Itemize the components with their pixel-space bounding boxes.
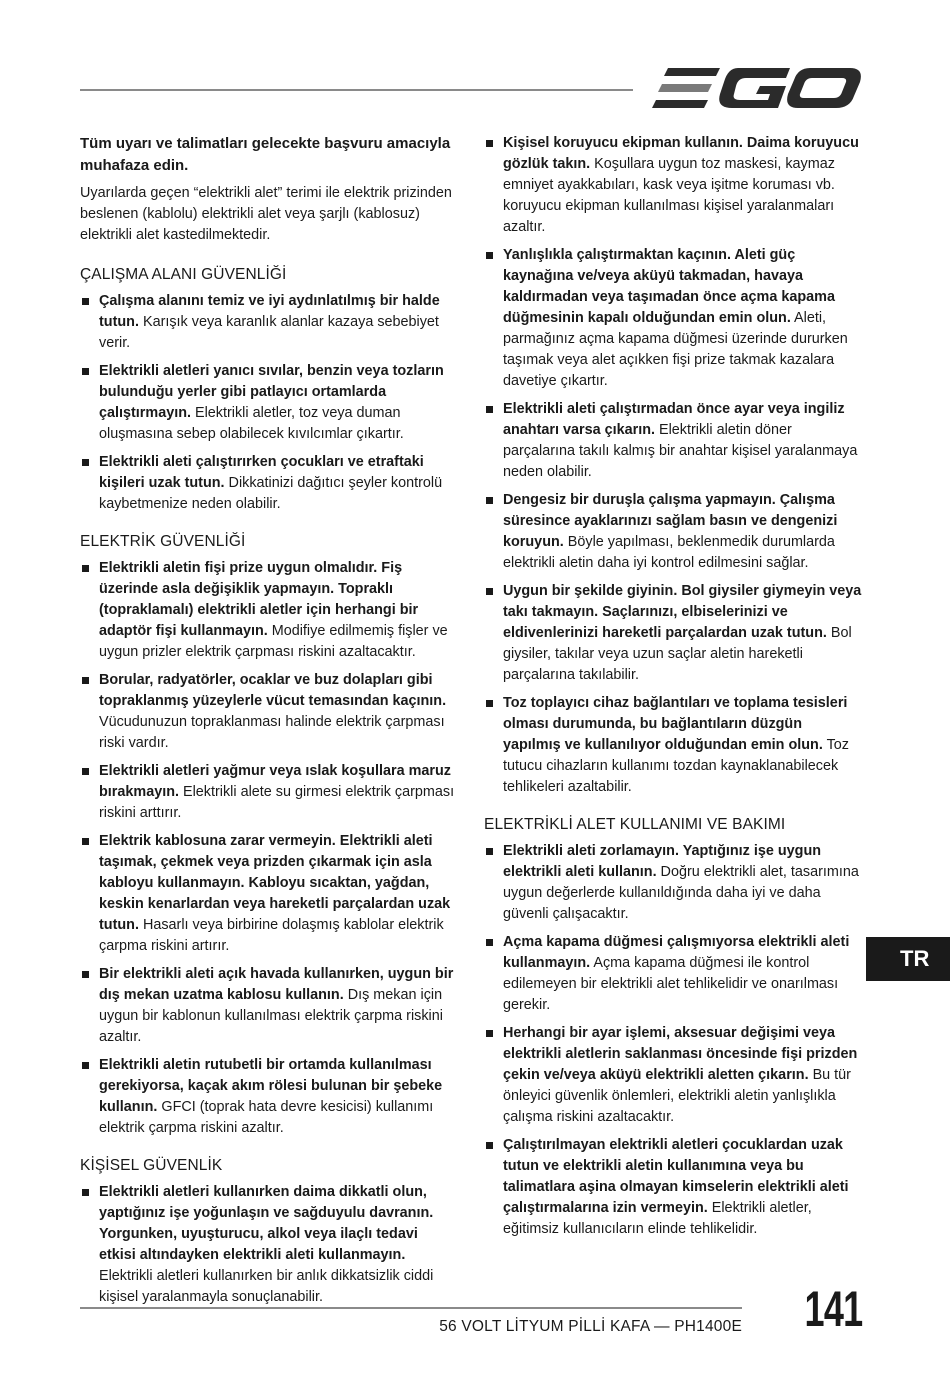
bullet-icon [486,848,493,855]
language-tab: TR [866,937,950,981]
bullet-icon [486,588,493,595]
list-item: Yanlışlıkla çalıştırmaktan kaçının. Aleti güç kaynağına ve/veya aküyü takmadan, havaya kaldırmadan veya taşımadan önce açma kapama düğmesinin kapalı olduğundan emin olun. Aleti, parmağınız açma kapama düğmesi üzerinde dururken taşımak veya alet açıkken fişi prize takmak kazalara davetiye çıkartır. [484,245,862,392]
bullet-icon [82,298,89,305]
list-item: Elektrikli aletleri yağmur veya ıslak koşullara maruz bırakmayın. Elektrikli alete su girmesi elektrik çarpması riskini arttırır. [80,761,458,824]
page-number: 141 [804,1281,862,1337]
list-item: Bir elektrikli aleti açık havada kullanırken, uygun bir dış mekan uzatma kablosu kullanın. Dış mekan için uygun bir kablonun kullanılması elektrik çarpma riskini azaltır. [80,964,458,1048]
list-item: Toz toplayıcı cihaz bağlantıları ve toplama tesisleri olması durumunda, bu bağlantıların düzgün yapılmış ve kullanılıyor olduğundan emin olun. Toz tutucu cihazların kullanımı tozdan kaynaklanabilecek tehlikeleri azaltabilir. [484,693,862,798]
ego-logo [650,64,862,114]
bullet-icon [82,838,89,845]
section-list-electrical [80,558,458,1139]
bullet-icon [82,1189,89,1196]
bullet-icon [82,459,89,466]
bullet-icon [486,497,493,504]
bullet-icon [486,700,493,707]
list-item: Uygun bir şekilde giyinin. Bol giysiler giymeyin veya takı takmayın. Saçlarınızı, elbiselerinizi ve eldivenlerinizi hareketli parçalardan uzak tutun. Bol giysiler, takılar veya uzun saçlar aletin hareketli parçalarına takılabilir. [484,581,862,686]
section-title-tool-use: ELEKTRİKLİ ALET KULLANIMI VE BAKIMI [484,816,786,833]
bullet-icon [82,768,89,775]
list-item: Elektrikli aletleri yanıcı sıvılar, benzin veya tozların bulunduğu yerler gibi patlayıcı ortamlarda çalıştırmayın. Elektrikli aletler, toz veya duman oluşmasına sebep olabilecek kıvılcımlar çıkartır. [80,361,458,445]
list-item: Çalıştırılmayan elektrikli aletleri çocuklardan uzak tutun ve elektrikli aletin kullanımına veya bu talimatlara aşina olmayan kimselerin elektrikli aleti çalıştırmalarına izin vermeyin. Elektrikli aletler, eğitimsiz kullanıcıların elinde tehlikelidir. [484,1135,862,1240]
right-column [484,133,862,1247]
list-item: Elektrik kablosuna zarar vermeyin. Elektrikli aleti taşımak, çekmek veya prizden çıkarmak için asla kabloyu kullanmayın. Kabloyu sıcaktan, yağdan, keskin kenarlardan veya hareketli parçalardan uzak tutun. Hasarlı veya birbirine dolaşmış kablolar elektrik çarpma riskini artırır. [80,831,458,957]
left-column [80,133,458,1315]
section-list-work-area [80,291,458,515]
bullet-icon [82,1062,89,1069]
footer-product-title: 56 VOLT LİTYUM PİLLİ KAFA — PH1400E [439,1318,742,1335]
section-list-personal-right [484,133,862,798]
list-item: Dengesiz bir duruşla çalışma yapmayın. Çalışma süresince ayaklarınızı sağlam basın ve dengenizi koruyun. Böyle yapılması, beklenmedik durumlarda elektrikli aletin daha iyi kontrol edilmesini sağlar. [484,490,862,574]
list-item: Çalışma alanını temiz ve iyi aydınlatılmış bir halde tutun. Karışık veya karanlık alanlar kazaya sebebiyet verir. [80,291,458,354]
bullet-icon [486,939,493,946]
bullet-icon [486,406,493,413]
footer-rule [80,1307,742,1309]
section-title-electrical: ELEKTRİK GÜVENLİĞİ [80,533,246,550]
bullet-icon [486,252,493,259]
intro-bold: Tüm uyarı ve talimatları gelecekte başvuru amacıyla muhafaza edin. [80,135,451,174]
list-item: Elektrikli aleti çalıştırmadan önce ayar veya ingiliz anahtarı varsa çıkarın. Elektrikli aletin döner parçalarına takılı kalmış bir anahtar kişisel yaralanmaya neden olabilir. [484,399,862,483]
list-item: Kişisel koruyucu ekipman kullanın. Daima koruyucu gözlük takın. Koşullara uygun toz maskesi, kaymaz emniyet ayakkabıları, kask veya işitme koruması vb. koruyucu ekipman kullanılması kişisel yaralanmaları azaltır. [484,133,862,238]
bullet-icon [82,368,89,375]
list-item: Elektrikli aletin rutubetli bir ortamda kullanılması gerekiyorsa, kaçak akım rölesi bulunan bir şebeke kullanın. GFCI (toprak hata devre kesicisi) kullanımı elektrik çarpma riskini azaltır. [80,1055,458,1139]
bullet-icon [486,140,493,147]
section-title-work-area: ÇALIŞMA ALANI GÜVENLİĞİ [80,266,287,283]
section-title-personal: KİŞİSEL GÜVENLİK [80,1157,223,1174]
bullet-icon [486,1142,493,1149]
list-item: Herhangi bir ayar işlemi, aksesuar değişimi veya elektrikli aletlerin saklanması öncesinde fişi prizden çekin ve/veya aküyü elektrikli aletten çıkarın. Bu tür önleyici güvenlik önlemleri, elektrikli aletin yanlışlıkla çalışma riskini azaltacaktır. [484,1023,862,1128]
intro-text: Uyarılarda geçen “elektrikli alet” terimi ile elektrik prizinden beslenen (kablolu) elektrikli alet veya şarjlı (kablosuz) elektrikli alet kastedilmektedir. [80,185,452,243]
list-item: Borular, radyatörler, ocaklar ve buz dolapları gibi topraklanmış yüzeylerle vücut temasından kaçının. Vücudunuzun topraklanması halinde elektrik çarpması riski vardır. [80,670,458,754]
bullet-icon [82,677,89,684]
header-rule [80,89,633,91]
bullet-icon [82,971,89,978]
bullet-icon [486,1030,493,1037]
section-list-personal-left [80,1182,458,1308]
list-item: Elektrikli aleti zorlamayın. Yaptığınız işe uygun elektrikli aleti kullanın. Doğru elektrikli alet, tasarımına uygun değerlerde kullanıldığında daha iyi ve daha güvenli çalışacaktır. [484,841,862,925]
section-list-tool-use [484,841,862,1240]
list-item: Elektrikli aletin fişi prize uygun olmalıdır. Fiş üzerinde asla değişiklik yapmayın. Topraklı (topraklamalı) elektrikli aletler için herhangi bir adaptör fişi kullanmayın. Modifiye edilmemiş fişler ve uygun prizler elektrik çarpması riskini azaltacaktır. [80,558,458,663]
list-item: Açma kapama düğmesi çalışmıyorsa elektrikli aleti kullanmayın. Açma kapama düğmesi ile kontrol edilemeyen bir elektrikli alet tehlikelidir ve onarılması gerekir. [484,932,862,1016]
list-item: Elektrikli aletleri kullanırken daima dikkatli olun, yaptığınız işe yoğunlaşın ve sağduyulu davranın. Yorgunken, uyuşturucu, alkol veya ilaçlı tedavi etkisi altındayken elektrikli aleti kullanmayın. Elektrikli aletleri kullanırken bir anlık dikkatsizlik ciddi kişisel yaralanmayla sonuçlanabilir. [80,1182,458,1308]
list-item: Elektrikli aleti çalıştırırken çocukları ve etraftaki kişileri uzak tutun. Dikkatinizi dağıtıcı şeyler kontrolü kaybetmenize neden olabilir. [80,452,458,515]
svg-text:EGO: EGO [650,64,653,65]
bullet-icon [82,565,89,572]
